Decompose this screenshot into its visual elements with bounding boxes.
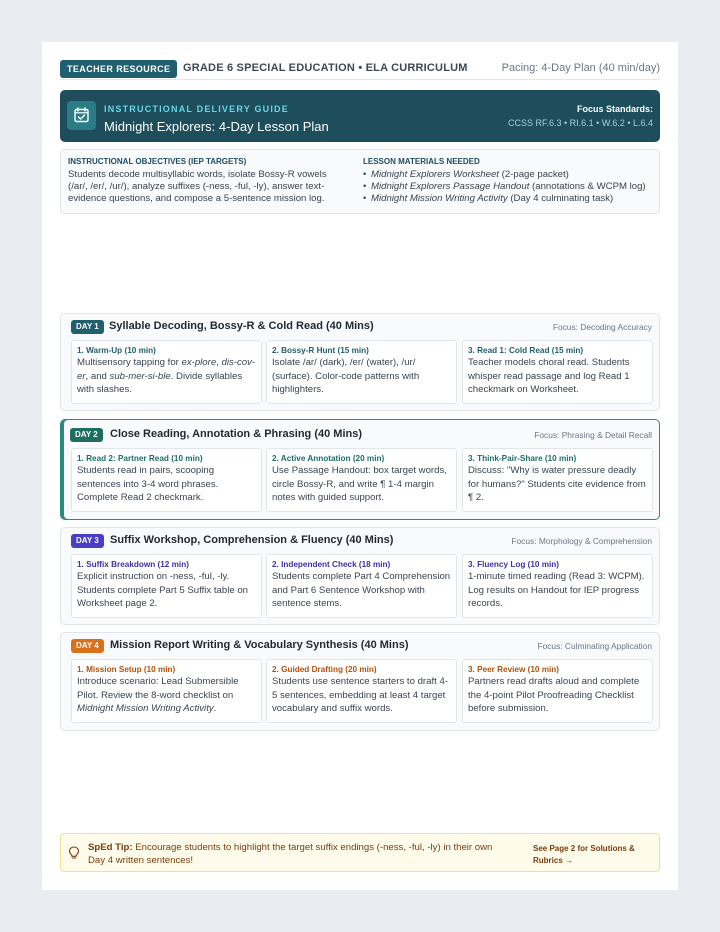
activity-heading: 2. Guided Drafting (20 min): [272, 665, 377, 674]
day-1-focus: Focus: Decoding Accuracy: [552, 322, 652, 332]
activity-text: Students read in pairs, scooping sentences into 3-4 word phrases. Complete Read 2 checkmark.: [77, 465, 219, 503]
material-title: Midnight Mission Writing Activity: [371, 193, 508, 204]
day-4-badge: DAY 4: [71, 639, 104, 653]
banner-title: Midnight Explorers: 4-Day Lesson Plan: [104, 119, 329, 134]
material-title: Midnight Explorers Worksheet: [371, 169, 499, 180]
activity-card: [71, 554, 262, 618]
day-2-focus: Focus: Phrasing & Detail Recall: [534, 430, 652, 440]
activity-heading: 2. Bossy-R Hunt (15 min): [272, 346, 369, 355]
materials-heading: LESSON MATERIALS NEEDED: [363, 157, 480, 166]
activity-text: 1-minute timed reading (Read 3: WCPM). Log results on Handout for IEP progress records.: [468, 571, 645, 609]
activity-card: [71, 448, 262, 512]
objectives-heading: INSTRUCTIONAL OBJECTIVES (IEP TARGETS): [68, 157, 247, 166]
activity-card: [266, 554, 457, 618]
calendar-check-icon: [67, 101, 96, 130]
day-3-badge: DAY 3: [71, 534, 104, 548]
teacher-resource-badge: TEACHER RESOURCE: [60, 60, 177, 78]
activity-card: [266, 340, 457, 404]
sped-tip-text: [88, 841, 508, 867]
activity-heading: 2. Active Annotation (20 min): [272, 454, 385, 463]
pacing-label: Pacing: 4-Day Plan (40 min/day): [501, 62, 660, 74]
activity-card: [462, 554, 653, 618]
activity-text: Isolate /ar/ (dark), /er/ (water), /ur/ (surface). Color-code patterns with highlighters.: [272, 357, 420, 395]
activity-heading: 1. Mission Setup (10 min): [77, 665, 176, 674]
day-2-title: Close Reading, Annotation & Phrasing (40 Mins): [110, 428, 363, 440]
activity-text: Multisensory tapping for ex-plore, dis-cov-er, and sub-mer-si-ble. Divide syllables with slashes.: [77, 357, 256, 395]
day-2-section: [60, 419, 660, 520]
objectives-section: [68, 157, 348, 205]
activity-text: Use Passage Handout: box target words, circle Bossy-R, and write ¶ 1-4 margin notes with guided support.: [272, 465, 447, 503]
materials-item: [363, 193, 646, 205]
activity-heading: 3. Fluency Log (10 min): [468, 560, 559, 569]
day-4-title: Mission Report Writing & Vocabulary Synthesis (40 Mins): [110, 639, 409, 651]
activity-heading: 2. Independent Check (18 min): [272, 560, 391, 569]
activity-text: Discuss: "Why is water pressure deadly for humans?" Students cite evidence from ¶ 2.: [468, 465, 646, 503]
day-4-focus: Focus: Culminating Application: [537, 641, 652, 651]
activity-heading: 3. Read 1: Cold Read (15 min): [468, 346, 584, 355]
focus-standards-codes: CCSS RF.6.3 • RI.6.1 • W.6.2 • L.6.4: [507, 118, 653, 128]
material-detail: (annotations & WCPM log): [529, 181, 646, 192]
activity-text: Students complete Part 4 Comprehension and Part 6 Sentence Workshop with sentence stems.: [272, 571, 451, 609]
activity-heading: 1. Warm-Up (10 min): [77, 346, 156, 355]
activity-card: [462, 659, 653, 723]
lesson-plan-page: [42, 42, 678, 890]
activity-heading: 1. Read 2: Partner Read (10 min): [77, 454, 203, 463]
sped-tip-label: SpEd Tip:: [88, 842, 133, 853]
sped-tip-body: Encourage students to highlight the target suffix endings (-ness, -ful, -ly) in their own Day 4 written sentences!: [88, 842, 493, 866]
day-3-title: Suffix Workshop, Comprehension & Fluency (40 Mins): [110, 534, 394, 546]
banner-kicker: INSTRUCTIONAL DELIVERY GUIDE: [104, 104, 289, 114]
activity-card: [462, 340, 653, 404]
objectives-materials-panel: [60, 149, 660, 214]
day-1-section: [60, 313, 660, 411]
activity-text: Students use sentence starters to draft 4-5 sentences, embedding at least 4 target vocabulary and suffix words.: [272, 676, 448, 714]
lightbulb-icon: [68, 846, 80, 860]
activity-card: [266, 659, 457, 723]
materials-item: [363, 181, 646, 193]
activity-card: [462, 448, 653, 512]
activity-card: [71, 659, 262, 723]
focus-standards-label: Focus Standards:: [576, 104, 653, 114]
solutions-link[interactable]: See Page 2 for Solutions & Rubrics →: [533, 844, 635, 865]
activity-card: [266, 448, 457, 512]
sped-tip-box: [60, 833, 660, 872]
activity-card: [71, 340, 262, 404]
day-4-section: [60, 632, 660, 731]
materials-item: [363, 169, 646, 181]
materials-section: [363, 157, 646, 205]
material-title: Midnight Explorers Passage Handout: [371, 181, 530, 192]
activity-heading: 3. Think-Pair-Share (10 min): [468, 454, 577, 463]
material-detail: (2-page packet): [498, 169, 569, 180]
day-3-section: [60, 527, 660, 625]
header-bar: [60, 60, 660, 80]
activity-heading: 3. Peer Review (10 min): [468, 665, 560, 674]
grade-title: GRADE 6 SPECIAL EDUCATION • ELA CURRICULUM: [183, 62, 468, 74]
day-1-badge: DAY 1: [71, 320, 104, 334]
lesson-banner: [60, 90, 660, 142]
activity-text: Explicit instruction on -ness, -ful, -ly. Students complete Part 5 Suffix table on Worksheet page 2.: [77, 571, 249, 609]
material-detail: (Day 4 culminating task): [507, 193, 614, 204]
objectives-text: Students decode multisyllabic words, isolate Bossy-R vowels (/ar/, /er/, /ur/), analyze suffixes (-ness, -ful, -ly), answer text-evidence questions, and compose a 5-sentence mission log.: [68, 169, 327, 204]
activity-heading: 1. Suffix Breakdown (12 min): [77, 560, 189, 569]
activity-text: Partners read drafts aloud and complete the 4-point Pilot Proofreading Checklist before submission.: [468, 676, 640, 714]
day-1-title: Syllable Decoding, Bossy-R & Cold Read (40 Mins): [109, 320, 374, 332]
materials-list: [363, 169, 646, 205]
day-3-focus: Focus: Morphology & Comprehension: [511, 536, 652, 546]
day-2-badge: DAY 2: [70, 428, 103, 442]
activity-text: Introduce scenario: Lead Submersible Pilot. Review the 8-word checklist on Midnight Mission Writing Activity.: [77, 676, 239, 714]
activity-text: Teacher models choral read. Students whisper read passage and log Read 1 checkmark on Worksheet.: [468, 357, 630, 395]
